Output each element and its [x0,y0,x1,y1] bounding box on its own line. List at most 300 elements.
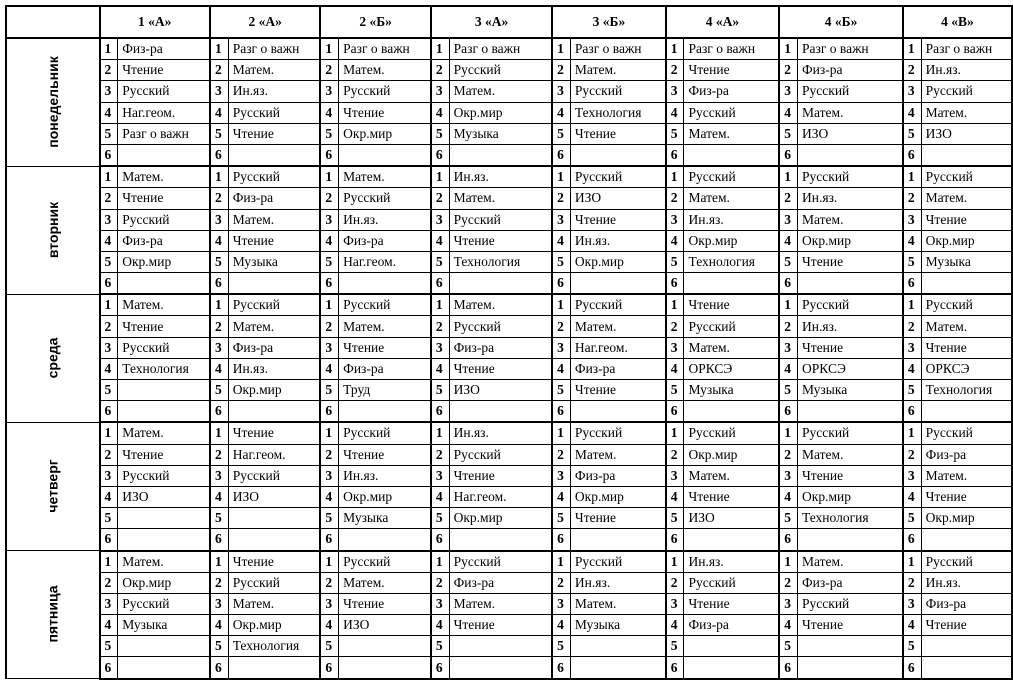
subject-cell [118,273,210,295]
subject-cell [798,636,903,657]
subject-cell [684,529,779,551]
lesson-number: 1 [431,551,449,573]
subject-cell: Матем. [921,465,1012,486]
lesson-number: 2 [552,60,570,81]
lesson-number: 1 [779,551,797,573]
lesson-number: 1 [552,551,570,573]
lesson-row [6,251,1012,272]
schedule-body [6,38,1012,679]
subject-cell: Матем. [921,188,1012,209]
subject-cell: Чтение [118,188,210,209]
subject-cell: Технология [921,380,1012,401]
lesson-number: 2 [903,60,921,81]
subject-cell [449,401,552,423]
lesson-number: 4 [100,102,118,123]
lesson-number: 2 [210,316,228,337]
subject-cell: Матем. [228,209,320,230]
lesson-number: 6 [666,529,684,551]
lesson-number: 2 [320,60,338,81]
lesson-number: 5 [552,636,570,657]
lesson-number: 3 [666,593,684,614]
lesson-number: 3 [903,593,921,614]
lesson-number: 2 [552,316,570,337]
subject-cell: Матем. [339,316,431,337]
subject-cell: Наг.геом. [570,337,665,358]
lesson-number: 6 [210,529,228,551]
subject-cell: Чтение [570,123,665,144]
lesson-number: 4 [210,486,228,507]
subject-cell: Окр.мир [339,486,431,507]
lesson-row [6,209,1012,230]
lesson-number: 1 [903,294,921,316]
subject-cell [921,657,1012,679]
lesson-number: 6 [666,144,684,166]
lesson-number: 3 [100,81,118,102]
lesson-number: 5 [100,123,118,144]
subject-cell: Окр.мир [228,615,320,636]
lesson-number: 3 [210,81,228,102]
lesson-number: 2 [431,444,449,465]
lesson-number: 2 [666,444,684,465]
lesson-number: 4 [320,615,338,636]
lesson-number: 2 [320,572,338,593]
subject-cell: Окр.мир [570,251,665,272]
lesson-number: 1 [552,38,570,60]
schedule-table [5,5,1013,680]
subject-cell: ОРКСЭ [921,358,1012,379]
lesson-number: 6 [431,657,449,679]
subject-cell: Ин.яз. [339,209,431,230]
lesson-number: 1 [100,422,118,444]
lesson-number: 1 [666,422,684,444]
lesson-row [6,380,1012,401]
lesson-number: 1 [666,166,684,188]
lesson-number: 4 [431,230,449,251]
lesson-number: 3 [903,209,921,230]
subject-cell: Русский [570,81,665,102]
lesson-number: 4 [431,615,449,636]
lesson-number: 3 [100,209,118,230]
lesson-number: 3 [666,209,684,230]
lesson-number: 6 [100,144,118,166]
lesson-number: 4 [100,486,118,507]
subject-cell: Окр.мир [228,380,320,401]
lesson-row [6,465,1012,486]
subject-cell: Физ-ра [921,593,1012,614]
subject-cell: Чтение [798,337,903,358]
subject-cell: Технология [228,636,320,657]
lesson-number: 6 [666,401,684,423]
lesson-number: 5 [903,123,921,144]
lesson-row [6,38,1012,60]
subject-cell: Русский [798,81,903,102]
lesson-row [6,572,1012,593]
lesson-number: 1 [210,166,228,188]
lesson-row [6,316,1012,337]
lesson-number: 3 [431,465,449,486]
subject-cell: Матем. [228,60,320,81]
lesson-number: 5 [100,508,118,529]
lesson-number: 6 [779,529,797,551]
subject-cell: Русский [798,294,903,316]
subject-cell [570,401,665,423]
subject-cell: Труд [339,380,431,401]
subject-cell: Русский [449,60,552,81]
subject-cell: Музыка [339,508,431,529]
lesson-number: 3 [210,209,228,230]
lesson-number: 4 [779,358,797,379]
subject-cell [798,401,903,423]
lesson-number: 3 [779,209,797,230]
lesson-number: 4 [552,358,570,379]
lesson-number: 1 [100,166,118,188]
lesson-number: 5 [431,123,449,144]
lesson-number: 1 [666,38,684,60]
lesson-number: 5 [666,251,684,272]
subject-cell: Матем. [570,593,665,614]
lesson-number: 1 [779,38,797,60]
subject-cell: Русский [798,593,903,614]
lesson-number: 6 [903,657,921,679]
subject-cell: Физ-ра [449,572,552,593]
lesson-number: 3 [779,465,797,486]
subject-cell: Чтение [798,251,903,272]
lesson-number: 6 [903,273,921,295]
subject-cell: Чтение [570,508,665,529]
subject-cell: Русский [570,422,665,444]
lesson-number: 6 [100,401,118,423]
subject-cell: Русский [228,465,320,486]
lesson-number: 2 [666,60,684,81]
lesson-number: 2 [210,188,228,209]
subject-cell: Чтение [570,380,665,401]
subject-cell: Окр.мир [339,123,431,144]
subject-cell: Русский [570,166,665,188]
subject-cell: Русский [684,102,779,123]
subject-cell: Разг о важн [118,123,210,144]
lesson-row [6,81,1012,102]
lesson-number: 6 [779,401,797,423]
lesson-number: 6 [210,273,228,295]
lesson-number: 5 [666,508,684,529]
lesson-number: 6 [431,273,449,295]
lesson-number: 5 [666,123,684,144]
lesson-number: 3 [431,593,449,614]
subject-cell: Чтение [228,230,320,251]
subject-cell: Музыка [449,123,552,144]
lesson-row [6,593,1012,614]
subject-cell: Разг о важн [449,38,552,60]
subject-cell: Физ-ра [570,465,665,486]
lesson-number: 6 [100,529,118,551]
subject-cell: Чтение [921,615,1012,636]
subject-cell: Технология [118,358,210,379]
lesson-row [6,123,1012,144]
class-header: 4 «Б» [779,6,903,38]
subject-cell: Чтение [684,294,779,316]
class-header: 3 «А» [431,6,552,38]
lesson-number: 3 [320,593,338,614]
lesson-row [6,657,1012,679]
subject-cell: Русский [118,337,210,358]
subject-cell: Физ-ра [449,337,552,358]
subject-cell [684,144,779,166]
subject-cell [570,636,665,657]
subject-cell: Чтение [228,422,320,444]
lesson-number: 6 [552,401,570,423]
subject-cell: Матем. [921,102,1012,123]
class-header: 4 «В» [903,6,1012,38]
subject-cell: Ин.яз. [798,316,903,337]
subject-cell: Физ-ра [798,60,903,81]
lesson-number: 1 [210,551,228,573]
subject-cell: Окр.мир [449,102,552,123]
subject-cell: Чтение [339,102,431,123]
lesson-number: 4 [903,486,921,507]
lesson-number: 5 [552,508,570,529]
lesson-number: 2 [779,316,797,337]
lesson-row [6,401,1012,423]
subject-cell: Музыка [570,615,665,636]
subject-cell: Физ-ра [339,230,431,251]
subject-cell: Физ-ра [228,337,320,358]
subject-cell: Русский [798,422,903,444]
subject-cell: Матем. [684,123,779,144]
subject-cell: Физ-ра [684,615,779,636]
lesson-number: 4 [666,102,684,123]
lesson-number: 2 [779,188,797,209]
subject-cell: Чтение [118,444,210,465]
lesson-row [6,529,1012,551]
subject-cell: ИЗО [570,188,665,209]
lesson-row [6,102,1012,123]
subject-cell: Физ-ра [118,230,210,251]
subject-cell: Наг.геом. [449,486,552,507]
lesson-number: 2 [210,60,228,81]
lesson-number: 5 [552,123,570,144]
lesson-number: 5 [431,380,449,401]
lesson-number: 5 [210,123,228,144]
lesson-number: 5 [431,636,449,657]
lesson-row [6,60,1012,81]
lesson-number: 1 [903,38,921,60]
lesson-row [6,230,1012,251]
subject-cell: Матем. [118,166,210,188]
subject-cell: Чтение [921,209,1012,230]
lesson-number: 6 [210,401,228,423]
lesson-number: 5 [320,508,338,529]
lesson-number: 3 [552,81,570,102]
subject-cell: Чтение [798,465,903,486]
subject-cell: Матем. [684,337,779,358]
subject-cell: Матем. [921,316,1012,337]
subject-cell: Ин.яз. [570,572,665,593]
subject-cell: Чтение [449,230,552,251]
lesson-number: 2 [552,444,570,465]
subject-cell [570,657,665,679]
lesson-row [6,636,1012,657]
lesson-number: 4 [431,102,449,123]
lesson-number: 5 [779,380,797,401]
subject-cell: Разг о важн [684,38,779,60]
subject-cell: Матем. [228,316,320,337]
lesson-number: 1 [320,294,338,316]
lesson-number: 5 [552,380,570,401]
subject-cell: Русский [570,294,665,316]
header-row [6,6,1012,38]
subject-cell: Русский [921,294,1012,316]
lesson-row [6,508,1012,529]
lesson-number: 2 [210,444,228,465]
subject-cell: Чтение [118,316,210,337]
subject-cell [684,657,779,679]
subject-cell [449,529,552,551]
lesson-number: 5 [431,251,449,272]
lesson-number: 5 [431,508,449,529]
subject-cell [118,144,210,166]
day-label: вторник [44,201,61,258]
subject-cell: Ин.яз. [228,81,320,102]
subject-cell: Технология [449,251,552,272]
lesson-number: 3 [100,593,118,614]
lesson-number: 4 [779,615,797,636]
lesson-number: 3 [210,593,228,614]
subject-cell: Физ-ра [118,38,210,60]
lesson-number: 3 [779,593,797,614]
subject-cell [118,380,210,401]
subject-cell: Матем. [339,166,431,188]
lesson-number: 4 [320,102,338,123]
subject-cell: Чтение [118,60,210,81]
subject-cell [921,401,1012,423]
lesson-number: 2 [431,60,449,81]
subject-cell: ОРКСЭ [798,358,903,379]
lesson-number: 3 [552,209,570,230]
subject-cell: Физ-ра [228,188,320,209]
subject-cell: Русский [449,444,552,465]
lesson-number: 5 [779,636,797,657]
subject-cell: Русский [339,81,431,102]
lesson-row [6,188,1012,209]
lesson-number: 2 [779,60,797,81]
lesson-number: 5 [100,636,118,657]
subject-cell: Ин.яз. [684,551,779,573]
lesson-number: 2 [320,188,338,209]
subject-cell: Русский [798,166,903,188]
lesson-number: 4 [210,615,228,636]
lesson-number: 2 [903,316,921,337]
lesson-number: 2 [666,316,684,337]
subject-cell: Чтение [339,337,431,358]
subject-cell [449,144,552,166]
subject-cell: Музыка [798,380,903,401]
lesson-number: 5 [666,380,684,401]
lesson-row [6,615,1012,636]
lesson-number: 4 [779,230,797,251]
lesson-number: 6 [210,144,228,166]
subject-cell [118,508,210,529]
lesson-number: 3 [320,337,338,358]
lesson-number: 6 [100,657,118,679]
lesson-number: 6 [552,657,570,679]
subject-cell: Разг о важн [228,38,320,60]
subject-cell: Чтение [921,486,1012,507]
subject-cell: Чтение [684,60,779,81]
lesson-number: 6 [320,657,338,679]
class-header: 1 «А» [100,6,210,38]
subject-cell: Чтение [449,358,552,379]
lesson-number: 5 [779,123,797,144]
lesson-number: 1 [552,422,570,444]
subject-cell: Матем. [339,60,431,81]
lesson-number: 4 [210,230,228,251]
subject-cell [118,401,210,423]
lesson-number: 1 [431,38,449,60]
day-cell [6,551,100,679]
class-header: 4 «А» [666,6,780,38]
lesson-number: 1 [210,294,228,316]
lesson-number: 3 [431,81,449,102]
lesson-row [6,444,1012,465]
lesson-number: 6 [431,144,449,166]
lesson-number: 2 [779,444,797,465]
lesson-number: 1 [320,551,338,573]
lesson-number: 1 [431,294,449,316]
day-cell [6,38,100,166]
subject-cell: Русский [118,593,210,614]
lesson-number: 2 [431,316,449,337]
lesson-number: 6 [431,529,449,551]
subject-cell: Окр.мир [798,230,903,251]
subject-cell [339,144,431,166]
lesson-number: 6 [431,401,449,423]
subject-cell: Матем. [449,593,552,614]
subject-cell: Матем. [449,188,552,209]
lesson-number: 2 [320,444,338,465]
lesson-number: 3 [779,81,797,102]
lesson-number: 3 [552,465,570,486]
subject-cell: Матем. [798,209,903,230]
lesson-number: 6 [903,144,921,166]
lesson-number: 1 [779,422,797,444]
lesson-number: 2 [903,444,921,465]
subject-cell [228,508,320,529]
lesson-number: 6 [552,529,570,551]
lesson-number: 3 [320,81,338,102]
subject-cell: Наг.геом. [118,102,210,123]
lesson-number: 6 [320,273,338,295]
subject-cell: Русский [449,316,552,337]
lesson-number: 6 [552,144,570,166]
subject-cell: ИЗО [798,123,903,144]
lesson-row [6,358,1012,379]
lesson-number: 1 [320,422,338,444]
subject-cell: Русский [921,551,1012,573]
subject-cell [449,273,552,295]
lesson-number: 5 [210,251,228,272]
lesson-number: 5 [779,508,797,529]
lesson-number: 4 [210,358,228,379]
lesson-number: 6 [210,657,228,679]
subject-cell: Чтение [339,444,431,465]
lesson-number: 3 [100,337,118,358]
subject-cell: Технология [798,508,903,529]
subject-cell [684,401,779,423]
subject-cell [449,636,552,657]
lesson-number: 4 [666,358,684,379]
day-label: пятница [44,585,61,643]
lesson-number: 6 [666,657,684,679]
